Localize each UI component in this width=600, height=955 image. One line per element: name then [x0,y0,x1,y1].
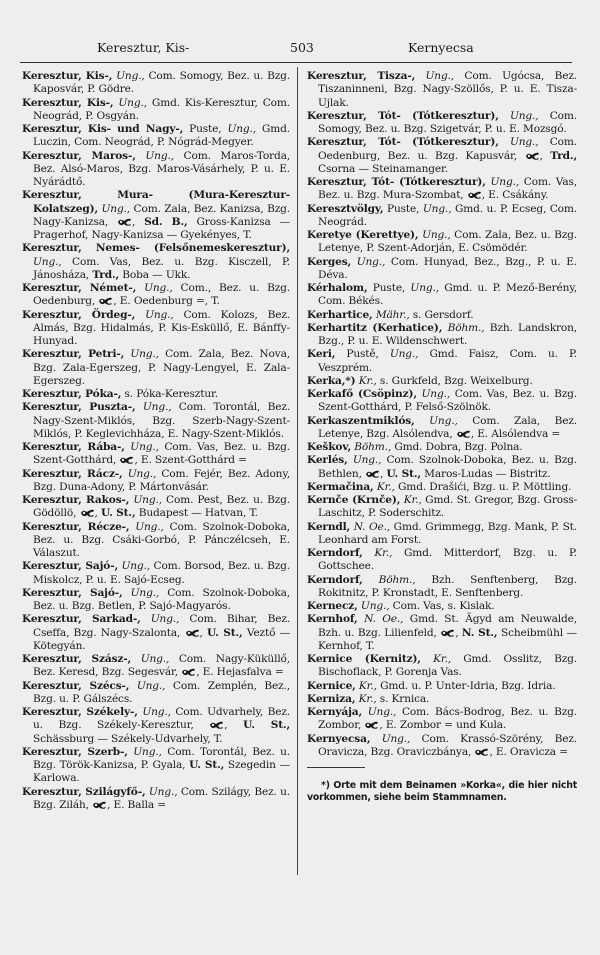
gazetteer-entry [22,560,290,587]
entry-text: Com. Szolnok-Doboka, Bez. u. Bzg. Bethlen, [318,454,577,480]
gazetteer-entry [307,229,577,256]
gazetteer-entry [22,494,290,521]
entry-text: Gross-Kanizsa — Pragerhof, Nagy-Kanizsa — Gyekényes, T. [33,215,290,241]
gazetteer-entry [307,574,577,601]
entry-text: Gmd. u. P. Mező-Berény, Com. Békés. [318,282,577,308]
entry-name: Keresztur, Szász-, [22,653,132,665]
gazetteer-entry [307,454,577,481]
gazetteer-entry [22,282,290,309]
gazetteer-entry [22,441,290,468]
entry-text: Schässburg — Székely-Udvarhely, T. [33,732,223,745]
entry-text [136,401,143,413]
gazetteer-entry [22,706,290,746]
entry-text: Com. Nagy-Küküllő, Bez. Keresd, Bzg. Segesvár, [33,653,290,679]
entry-text: Com. Szilágy, Bez. u. Bzg. Ziláh, [33,785,291,811]
entry-text [123,587,131,599]
gazetteer-entry [307,282,577,309]
entry-text: Com. Torontál, Bez. u. Bzg. Török-Kanizsa, P. Gyala, [33,745,291,771]
entry-region: Ung., [227,123,256,135]
gazetteer-entry [307,613,577,653]
entry-text [363,574,379,586]
gazetteer-entry [307,136,577,176]
entry-name: Keresztur, Tót- (Tótkeresztur), [307,176,486,188]
post-horn-icon [365,468,380,480]
entry-name: Keresztur, Kis- und Nagy-, [22,123,184,135]
entry-region: Böhm., [354,441,392,453]
entry-text: Puste, [383,202,423,215]
entry-name: Keri, [307,348,336,361]
entry-text: Gmd. Luczin, Com. Neográd, P. Nógrád-Megyer. [33,123,290,149]
post-horn-icon [474,746,489,758]
entry-name: Keresztur, Récze-, [22,520,130,533]
entry-text: Gmd. Drašići, Bzg. u. P. Möttling. [394,480,572,493]
entry-region: Ung., [148,785,178,798]
entry-region: Ung., [425,70,455,82]
entry-text: Com. Zala, Bez. Nova, Bzg. Zala-Egerszeg, P. Nagy-Lengyel, E. Zala-Egerszeg. [33,348,290,387]
entry-text: Csorna — Steinamanger. [318,162,448,175]
gazetteer-entry [307,733,577,760]
entry-text: Com. Vas, Bez. u. Bzg. Kisczell, P. Jánosháza, [33,255,290,281]
entry-text: Com. Zala, Bez. u. Bzg. Letenye, P. Szent-Adorján, E. Csömödér. [318,229,578,255]
entry-bold: Trd., [550,149,578,162]
gazetteer-entry [22,388,290,401]
entry-region: Ung., [136,679,166,692]
entry-name: Keresztur, Szilágyfő-, [22,785,146,798]
gazetteer-entry [307,680,577,693]
entry-region: Ung., [142,706,171,718]
entry-region: Ung., [381,732,411,745]
gazetteer-entry [22,521,290,561]
entry-name: Keresztur, Szécs-, [22,679,130,692]
entry-region: Kr., [358,692,377,705]
entry-text: Pustě, [335,348,390,361]
entry-text: Gmd. Kis-Keresztur, Com. Neográd, P. Osgyán. [33,96,290,122]
entry-text [135,309,145,321]
entry-text: , [539,149,551,162]
entry-text: , E. Balla = [107,798,166,811]
gazetteer-entry [307,441,577,454]
entry-name: Keresztur, Nemes- (Felsőnemeskeresztur), [22,242,290,255]
entry-bold: U. St., [243,719,291,732]
entry-text [131,653,141,665]
entry-region: Böhm., [378,573,416,586]
entry-name: Kerkaszentmiklós, [307,414,415,427]
entry-region: Ung., [145,149,174,162]
entry-name: Kerlés, [307,454,348,467]
entry-name: Kernice (Kernitz), [307,653,421,665]
entry-name: Keresztur, Székely-, [22,706,138,718]
gazetteer-entry [307,176,577,203]
entry-text: , [132,215,145,228]
entry-region: Ung., [352,454,382,467]
entry-text: Com. Vas, Bez. u. Bzg. Szent-Gotthárd, [33,441,290,467]
entry-name: Keresztur, Kis-, [22,70,113,82]
gazetteer-entry [22,401,290,441]
gazetteer-entry [307,693,577,706]
entry-name: Keresztur, Tisza-, [307,70,416,82]
entry-name: Keresztvölgy, [307,202,384,215]
gazetteer-entry [22,242,290,282]
gazetteer-entry [307,653,577,680]
post-horn-icon [525,150,540,162]
entry-region: Ung., [509,136,539,149]
entry-text: Com. Zala, Bez. Letenye, Bzg. Alsólendva, [318,414,577,440]
entry-name: Kérhalom, [307,282,368,294]
gazetteer-entry [22,70,290,97]
entry-region: Ung., [135,520,164,533]
entry-region: Ung., [116,70,145,82]
entry-text [141,613,151,625]
entry-text: , E. Oedenburg =, T. [113,295,220,308]
entry-text: Com. Maros-Torda, Bez. Alsó-Maros, Bzg. Maros-Vásárhely, P. u. E. Nyárádtő. [33,149,291,188]
gazetteer-entry [307,348,577,375]
entry-name: Kerndorf, [307,547,363,559]
entry-name: Keresztur, Póka-, [22,388,122,400]
entry-name: Keresztur, Ördeg-, [22,308,136,321]
entry-text: Com. Krassó-Szörény, Bez. Oravicza, Bzg. Oraviczbánya, [318,732,578,758]
entry-bold: U. St., [386,467,421,480]
left-column [22,70,290,812]
entry-text: Gmd. Dobra, Bzg. Polna. [391,441,523,453]
entry-bold: Trd., [92,268,120,281]
entry-region: Kr., [376,480,395,493]
entry-text [415,415,430,427]
entry-region: Kr., [358,679,377,692]
entry-region: Ung., [422,229,451,241]
gazetteer-entry [22,150,290,190]
post-horn-icon [440,627,455,639]
entry-text: , [380,467,387,480]
entry-name: Keresztur, Sarkad-, [22,613,141,626]
entry-text: , E. Csákány. [481,189,549,202]
entry-region: Ung., [490,176,520,188]
right-column-entries [307,70,577,759]
entry-text: Com. Kolozs, Bez. Almás, Bzg. Hidalmás, P. Kis-Esküllő, E. Bánffy-Hunyad. [33,308,291,347]
entry-text: Com. Ugócsa, Bez. Tiszaninneni, Bzg. Nagy-Szöllős, P. u. E. Tisza-Ujlak. [318,70,577,109]
entry-text: Com. Somogy, Bez. u. Bzg. Kaposvár, P. Gödre. [33,70,291,96]
entry-text: s. Póka-Keresztur. [121,388,218,400]
entry-name: Keresztur, Rácz-, [22,467,123,480]
entry-text: Gmd. u. P. Ecseg, Com. Neográd. [318,202,577,228]
gazetteer-entry [22,348,290,388]
entry-region: Ung., [509,109,539,122]
entry-text [421,653,433,665]
entry-name: Keresztur, Kis-, [22,96,114,109]
entry-name: Keresztur, Szerb-, [22,745,128,758]
entry-region: Ung., [133,494,162,506]
gazetteer-entry [307,70,577,110]
entry-text: Com. Borsod, Bez. u. Bzg. Miskolcz, P. u. E. Sajó-Ecseg. [33,560,291,586]
entry-bold: U. St., [207,626,243,639]
gazetteer-entry [22,613,290,653]
entry-name: Kerhartice, [307,308,373,321]
post-horn-icon [98,295,113,307]
entry-text: Com. Udvarhely, Bez. u. Bzg. Székely-Keresztur, [33,706,290,732]
entry-text: Com. Fejér, Bez. Adony, Bzg. Duna-Adony, P. Mártonvásár. [33,467,290,493]
entry-name: Keresztur, Német-, [22,282,137,294]
entry-name: Keresztur, Sajó-, [22,586,123,599]
entry-text: , [224,719,244,732]
entry-text: Com. Pest, Bez. u. Bzg. Gödöllö, [33,494,291,520]
entry-text: Com. Oedenburg, Bez. u. Bzg. Kapusvár, [318,136,578,162]
entry-text: Com. Vas, Bez. u. Bzg. Szent-Gotthárd, P. Felső-Szölnök. [318,388,578,414]
entry-region: Kr., [403,494,422,506]
gazetteer-entry [307,481,577,494]
gazetteer-entry [22,680,290,707]
entry-bold: U. St., [100,507,136,520]
entry-region: Ung., [140,653,170,665]
gazetteer-entry [22,97,290,124]
entry-region: Kr., [374,547,393,559]
entry-text: Com. Vas, Bez. u. Bzg. Mura-Szombat, [318,176,577,202]
entry-text [129,680,137,692]
entry-text: Com. Zemplén, Bez., Bzg. u. P. Gálszécs. [33,679,290,705]
column-divider [297,67,298,875]
entry-region: Ung., [144,282,173,294]
gazetteer-entry [307,110,577,137]
entry-name: Kernecz, [307,600,358,612]
gazetteer-entry [307,547,577,574]
entry-region: Ung., [429,414,458,427]
gazetteer-entry [22,123,290,150]
entry-text: , E. Alsólendva = [470,427,561,440]
entry-region: Ung., [142,401,172,414]
entry-text: Gmd. St. Gregor, Bzg. Gross-Laschitz, P. Soderschitz. [318,494,578,520]
gazetteer-entry [307,375,577,388]
entry-region: Ung., [150,613,180,626]
entry-name: Kernyecsa, [307,732,371,745]
entry-text: , E. Zombor = und Kula. [379,719,507,732]
gazetteer-entry [307,203,577,230]
entry-name: Kerkafő (Csöpinz), [307,388,417,400]
entry-bold: Sd. B., [144,215,188,228]
entry-text: Veztő — Kötegyán. [33,626,291,652]
entry-text: , [94,507,101,520]
gazetteer-entry [22,653,290,680]
gazetteer-entry [307,309,577,322]
entry-region: Ung., [33,255,62,268]
footnote-rule [307,767,365,768]
entry-region: Ung., [118,96,147,109]
entry-text: Szegedin — Karlowa. [33,759,290,785]
entry-name: Kernče (Krnče), [307,494,401,506]
entry-text: Scheibmühl — Kernhof, T. [318,626,577,652]
entry-name: Keretye (Kerettye), [307,229,419,241]
entry-name: Keresztur, Rakos-, [22,494,130,506]
entry-text: Com. Torontál, Bez. Nagy-Szent-Miklós, Bzg. Szerb-Nagy-Szent-Miklós, P. Keglevichháza, E. Nagy-Szent-Miklós. [33,401,291,440]
header-last-entry: Kernyecsa [408,40,474,55]
gazetteer-entry [307,256,577,283]
page-number: 503 [290,40,314,55]
entry-region: Ung., [145,308,174,321]
entry-region: N. Oe., [364,613,404,626]
post-horn-icon [80,507,95,519]
entry-name: Keresztur, Maros-, [22,149,136,162]
entry-text: Budapest — Hatvan, T. [135,507,258,520]
entry-text: s. Gersdorf. [409,308,474,321]
entry-text: Com. Somogy, Bez. u. Bzg. Szigetvár, P. u. E. Mozsgó. [318,109,578,135]
entry-name: Keresztur, Tót- (Tótkeresztur), [307,136,499,149]
gazetteer-entry [22,587,290,614]
entry-text: , E. Hejasfalva = [196,666,284,679]
entry-region: Ung., [367,706,397,718]
entry-text [136,150,146,162]
post-horn-icon [456,428,471,440]
entry-text: Com. Bihar, Bez. Cseffa, Bzg. Nagy-Szalonta, [33,613,291,639]
right-column [307,70,577,813]
entry-text: , E. Oravicza = [489,745,568,758]
entry-name: Kerhartitz (Kerhatice), [307,321,443,334]
gazetteer-entry [307,600,577,613]
footnote: *) Orte mit dem Beinamen »Korka«, die hier nicht vorkommen, siehe beim Stammnamen. [307,780,577,803]
header-rule [20,62,572,63]
entry-text: Bzh. Senftenberg, Bzg. Rokitnitz, P. Kronstadt, E. Senftenberg. [318,573,578,599]
entry-text [370,733,381,745]
entry-name: Kernyája, [307,706,363,718]
gazetteer-entry [22,468,290,495]
entry-text: Bzh. Landskron, Bzg., P. u. E. Wildenschwert. [318,321,577,347]
entry-name: Kernice, [307,679,356,692]
entry-name: Keresztur, Petri-, [22,348,125,361]
post-horn-icon [92,799,107,811]
entry-text [136,282,144,294]
entry-text [363,547,375,559]
entry-text [499,110,510,122]
entry-name: Kerndorf, [307,573,363,586]
entry-region: Ung., [360,600,390,612]
entry-name: Kerges, [307,255,352,268]
entry-region: Mähr., [375,308,410,321]
entry-text: Puste, [183,123,228,135]
gazetteer-entry [22,189,290,242]
entry-name: Kerniza, [307,692,356,705]
gazetteer-entry [307,494,577,521]
post-horn-icon [181,666,196,678]
gazetteer-entry [307,706,577,733]
entry-region: Ung., [101,202,131,215]
entry-text [499,136,510,148]
entry-region: Ung., [130,586,160,599]
gazetteer-entry [307,388,577,415]
entry-text: Com. Szolnok-Doboka, Bez. u. Bzg. Betlen, P. Sajó-Magyarós. [33,586,291,612]
gazetteer-entry [307,521,577,548]
entry-region: Ung., [127,467,157,480]
header-first-entry: Keresztur, Kis- [97,40,190,55]
gazetteer-entry [307,415,577,442]
entry-name: Keresztur, Mura- (Mura-Keresztur-Kolatszeg), [22,189,290,215]
entry-region: Ung., [130,348,159,361]
post-horn-icon [119,454,134,466]
entry-region: Kr., [433,653,452,665]
entry-region: Ung., [130,441,159,453]
entry-name: Keresztur, Sajó-, [22,560,118,573]
entry-name: Keškov, [307,441,352,453]
entry-text: Gmd. Grimmegg, Bzg. Mank, P. St. Leonhard am Forst. [318,520,578,546]
entry-text [415,70,425,82]
entry-name: Kernhof, [307,613,358,626]
entry-text: Maros-Ludas — Bistritz. [420,467,551,480]
entry-text: Gmd. St. Ägyd am Neuwalde, Bzh. u. Bzg. Lilienfeld, [318,613,577,639]
entry-name: Keresztur, Puszta-, [22,401,136,414]
entry-region: Ung., [356,255,386,268]
entry-text: , [455,626,462,639]
entry-region: N. Oe., [353,520,391,533]
entry-region: Kr., [358,374,377,387]
gazetteer-entry [307,322,577,349]
entry-name: Kerka,*) [307,374,356,387]
entry-region: Ung., [121,560,151,573]
entry-name: Kermačina, [307,480,374,493]
entry-name: Keresztur, Rába-, [22,441,125,453]
gazetteer-entry [22,786,290,813]
entry-text: Com. Zala, Bez. Kanizsa, Bzg. Nagy-Kanizsa, [33,202,290,228]
entry-region: Ung., [410,282,439,294]
entry-text: Com. Hunyad, Bez., Bzg., P. u. E. Déva. [318,255,577,281]
gazetteer-entry [22,746,290,786]
post-horn-icon [364,719,379,731]
entry-region: Böhm., [447,321,485,334]
running-header [20,40,582,60]
entry-text: Gmd. u. P. Unter-Idria, Bzg. Idria. [376,679,556,692]
entry-text: , [199,626,208,639]
post-horn-icon [467,189,482,201]
entry-region: Ung., [422,202,452,215]
entry-text: Puste, [367,282,411,294]
entry-bold: N. St., [461,626,498,639]
post-horn-icon [117,216,132,228]
entry-region: Ung., [389,348,419,361]
entry-region: Ung., [133,745,162,758]
entry-text: Gmd. Faisz, Com. u. P. Veszprém. [318,348,577,374]
entry-text: Gmd. Mitterdorf, Bzg. u. P. Gottschee. [318,547,577,573]
entry-name: Keresztur, Tót- (Tótkeresztur), [307,109,499,122]
entry-text: , E. Szent-Gotthárd = [134,454,247,467]
entry-text: Com. Bács-Bodrog, Bez. u. Bzg. Zombor, [318,706,577,732]
entry-text: Boba — Ukk. [119,268,191,281]
entry-text: Com., Bez. u. Bzg. Oedenburg, [33,282,291,308]
entry-name: Kerndl, [307,520,351,533]
post-horn-icon [185,627,200,639]
entry-text: Com. Vas, s. Kislak. [389,600,495,612]
entry-region: Ung., [421,388,451,400]
post-horn-icon [209,719,224,731]
entry-text: s. Krnica. [376,692,430,705]
entry-bold: U. St., [189,759,225,771]
entry-text: Com. Szolnok-Doboka, Bez. u. Bzg. Csáki-Gorbó, P. Pánczélcseh, E. Válaszut. [33,520,291,559]
entry-text: s. Gurkfeld, Bzg. Weixelburg. [376,374,533,387]
gazetteer-entry [22,309,290,349]
entry-text: Gmd. Osslitz, Bzg. Bischoflack, P. Gorenja Vas. [318,653,577,679]
